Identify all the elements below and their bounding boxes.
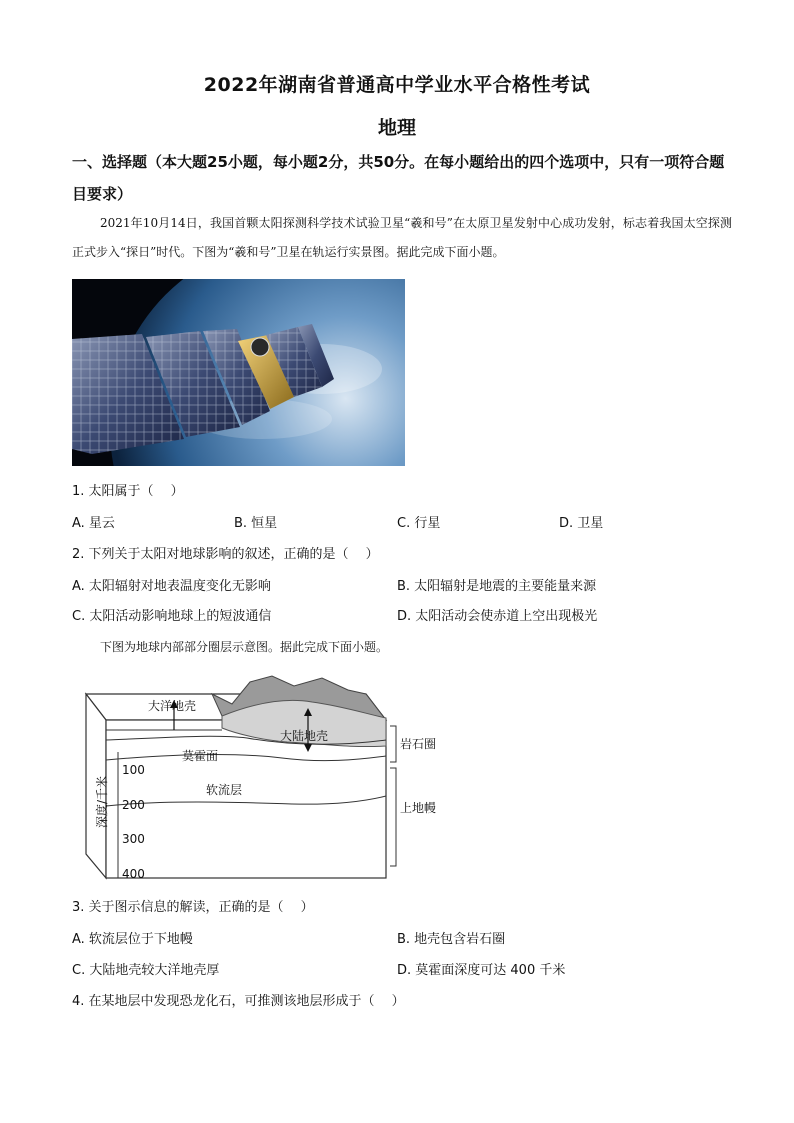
label-asthenosphere: 软流层 — [206, 783, 243, 797]
depth-tick-100: 100 — [122, 763, 145, 777]
depth-tick-400: 400 — [122, 867, 145, 881]
q2-option-c[interactable]: C. 太阳活动影响地球上的短波通信 — [72, 609, 272, 624]
depth-tick-200: 200 — [122, 798, 145, 812]
exam-title: 2022年湖南省普通高中学业水平合格性考试 — [203, 74, 591, 96]
q3-option-c[interactable]: C. 大陆地壳较大洋地壳厚 — [72, 963, 220, 978]
passage-satellite: 2021年10月14日，我国首颗太阳探测科学技术试验卫星“羲和号”在太原卫星发射中心成功发射，标志着我国太空探测正式步入“探日”时代。下图为“羲和号”卫星在轨运行实景图。据此完成下面小题。 — [72, 216, 732, 259]
q2-option-b[interactable]: B. 太阳辐射是地震的主要能量来源 — [397, 579, 597, 594]
depth-tick-300: 300 — [122, 832, 145, 846]
exam-subject: 地理 — [377, 117, 416, 139]
q1-option-a[interactable]: A. 星云 — [72, 516, 115, 531]
satellite-photo — [72, 279, 405, 466]
q1-option-b[interactable]: B. 恒星 — [234, 516, 278, 531]
question-4: 4. 在某地层中发现恐龙化石，可推测该地层形成于（ ） — [72, 994, 405, 1009]
earth-layers-diagram — [72, 668, 462, 886]
passage-interior: 下图为地球内部部分圈层示意图。据此完成下面小题。 — [100, 640, 389, 654]
q3-option-a[interactable]: A. 软流层位于下地幔 — [72, 932, 193, 947]
section-heading: 一、选择题（本大题25小题，每小题2分，共50分。在每小题给出的四个选项中，只有一项符合题目要求） — [72, 153, 725, 203]
q2-option-a[interactable]: A. 太阳辐射对地表温度变化无影响 — [72, 579, 271, 594]
upper-mantle-bracket — [390, 768, 396, 866]
question-3: 3. 关于图示信息的解读，正确的是（ ） — [72, 900, 314, 915]
label-lithosphere: 岩石圈 — [400, 737, 437, 751]
depth-axis-label: 深度/千米 — [95, 775, 109, 828]
label-upper-mantle: 上地幔 — [400, 801, 437, 815]
question-2: 2. 下列关于太阳对地球影响的叙述，正确的是（ ） — [72, 547, 379, 562]
label-ocean-crust: 大洋地壳 — [148, 699, 197, 713]
satellite-illustration — [72, 279, 405, 466]
q1-option-c[interactable]: C. 行星 — [397, 516, 441, 531]
label-moho: 莫霍面 — [182, 749, 219, 763]
q3-option-b[interactable]: B. 地壳包含岩石圈 — [397, 932, 506, 947]
label-continental-crust: 大陆地壳 — [280, 729, 329, 743]
q1-option-d[interactable]: D. 卫星 — [559, 516, 604, 531]
question-1: 1. 太阳属于（ ） — [72, 484, 184, 499]
lithosphere-bracket — [390, 726, 396, 762]
q2-option-d[interactable]: D. 太阳活动会使赤道上空出现极光 — [397, 609, 598, 624]
q3-option-d[interactable]: D. 莫霍面深度可达 400 千米 — [397, 963, 566, 978]
